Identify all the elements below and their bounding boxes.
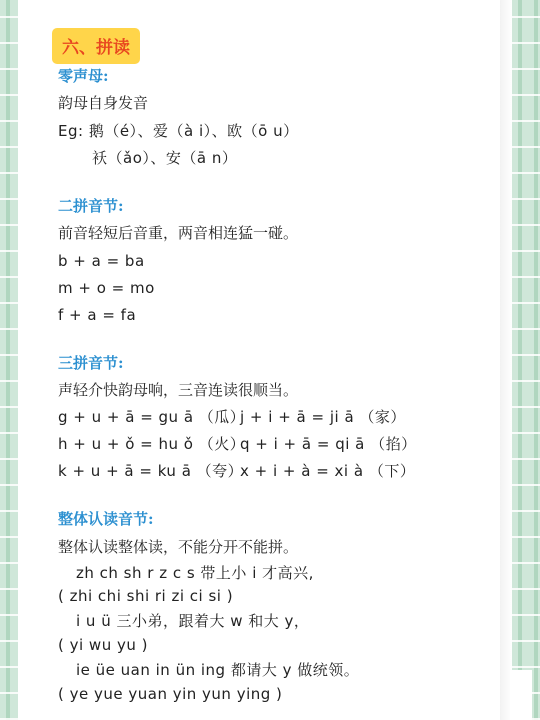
- whole-line-6: ( ye yue yuan yin yun ying ): [58, 685, 283, 703]
- whole-line-3: i u ü 三小弟，跟着大 w 和大 y，: [76, 612, 310, 630]
- whole-line-1: zh ch sh r z c s 带上小 i 才高兴,: [76, 564, 314, 582]
- three-row-2-right: q + i + ā = qi ā （掐）: [240, 435, 417, 453]
- zero-example-2: 袄（ǎo）、安（ā n）: [92, 149, 238, 167]
- zero-example-1: Eg: 鹅（é）、爱（à i）、欧（ō u）: [58, 122, 299, 140]
- zero-heading: 零声母:: [58, 67, 109, 85]
- three-heading: 三拼音节:: [58, 354, 124, 372]
- whole-desc: 整体认读整体读，不能分开不能拼。: [58, 538, 299, 556]
- whole-line-4: ( yi wu yu ): [58, 636, 148, 654]
- two-example-1: b + a = ba: [58, 252, 145, 270]
- right-decor-stripe: [512, 0, 540, 720]
- zero-desc: 韵母自身发音: [58, 94, 149, 112]
- corner-patch: [510, 670, 532, 720]
- three-row-1-right: j + i + ā = ji ā （家）: [240, 408, 406, 426]
- three-row-3: [58, 461, 498, 481]
- left-decor-stripe: [0, 0, 18, 720]
- two-heading: 二拼音节:: [58, 197, 124, 215]
- three-desc: 声轻介快韵母响，三音连读很顺当。: [58, 381, 299, 399]
- paper-edge: [500, 0, 512, 720]
- two-example-3: f + a = fa: [58, 306, 137, 324]
- three-row-3-left: k + u + ā = ku ā （夸）: [58, 462, 244, 480]
- whole-heading: 整体认读音节:: [58, 510, 154, 528]
- three-row-1: [58, 407, 498, 427]
- three-row-1-left: g + u + ā = gu ā （瓜）: [58, 408, 246, 426]
- three-row-2: [58, 434, 498, 454]
- whole-line-5: ie üe uan in ün ing 都请大 y 做统领。: [76, 661, 360, 679]
- section-tag: 六、拼读: [52, 28, 140, 64]
- three-row-2-left: h + u + ǒ = hu ǒ （火）: [58, 435, 246, 453]
- three-row-3-right: x + i + à = xi à （下）: [240, 462, 416, 480]
- two-desc: 前音轻短后音重，两音相连猛一碰。: [58, 224, 299, 242]
- two-example-2: m + o = mo: [58, 279, 155, 297]
- whole-line-2: ( zhi chi shi ri zi ci si ): [58, 587, 234, 605]
